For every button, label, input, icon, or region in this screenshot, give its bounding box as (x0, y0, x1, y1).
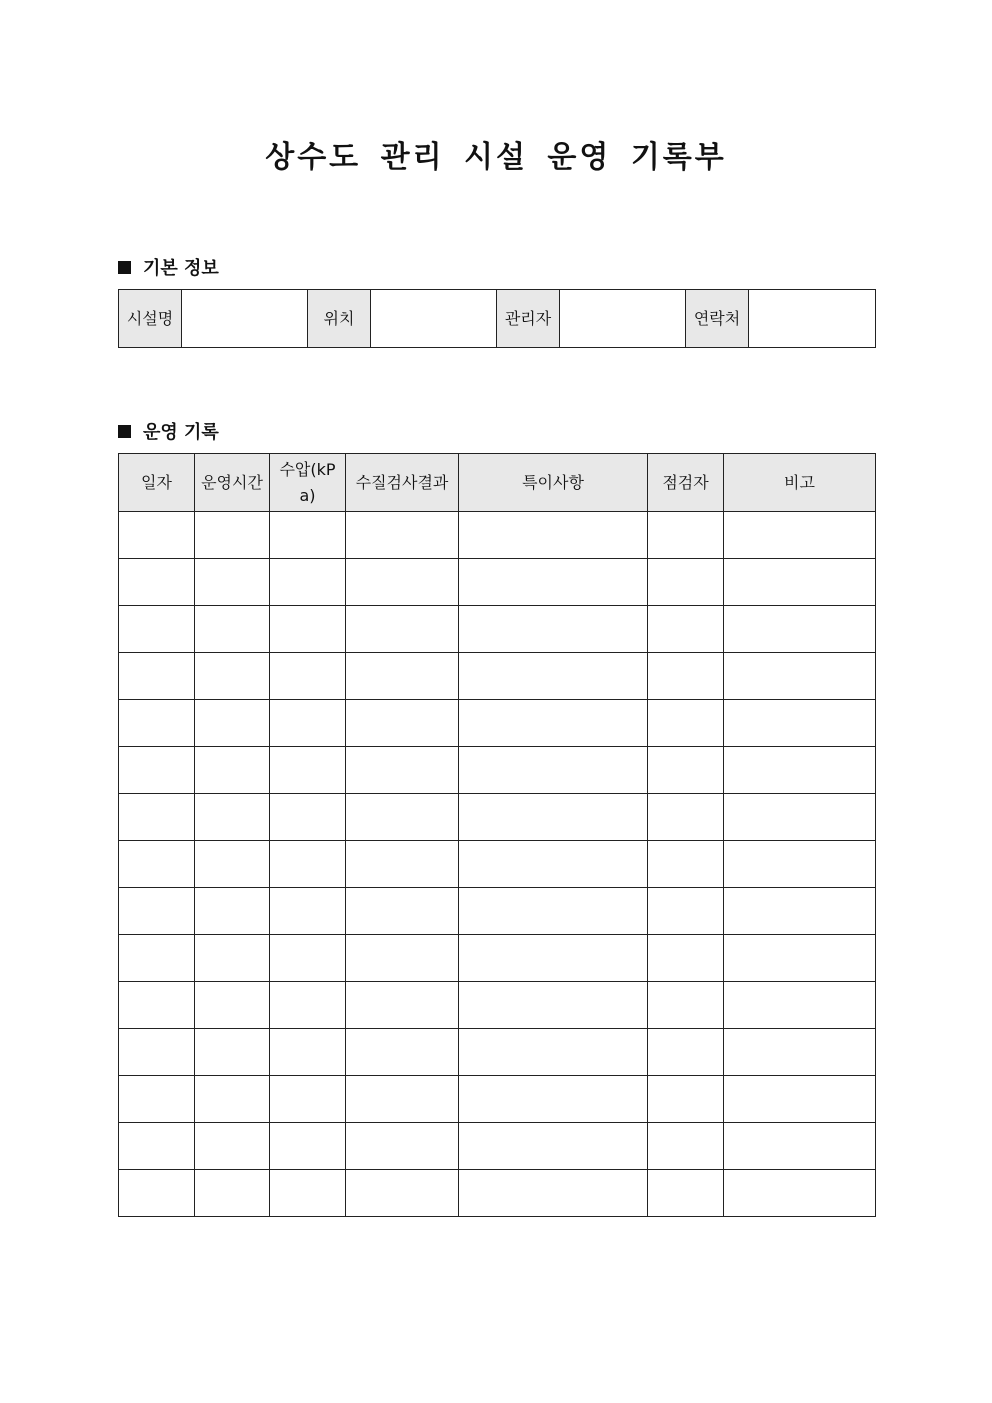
table-row (119, 1076, 876, 1123)
table-row (119, 1123, 876, 1170)
manager-field[interactable] (560, 290, 686, 348)
cell-inspector[interactable] (648, 841, 724, 888)
table-row (119, 747, 876, 794)
table-row (119, 653, 876, 700)
column-header-remarks: 특이사항 (459, 454, 648, 512)
cell-remarks[interactable] (459, 841, 648, 888)
cell-water-quality[interactable] (346, 606, 459, 653)
cell-water-pressure[interactable] (270, 559, 346, 606)
basic-info-table (118, 289, 876, 348)
cell-notes[interactable] (724, 512, 876, 559)
cell-remarks[interactable] (459, 559, 648, 606)
cell-water-quality[interactable] (346, 794, 459, 841)
cell-notes[interactable] (724, 1076, 876, 1123)
cell-remarks[interactable] (459, 512, 648, 559)
operations-table-body (119, 512, 876, 1217)
cell-water-quality[interactable] (346, 653, 459, 700)
cell-water-pressure[interactable] (270, 653, 346, 700)
table-row (119, 1170, 876, 1217)
table-row (119, 606, 876, 653)
cell-notes[interactable] (724, 606, 876, 653)
table-row (119, 512, 876, 559)
cell-inspector[interactable] (648, 1076, 724, 1123)
column-header-operating-hours: 운영시간 (195, 454, 270, 512)
table-row (119, 700, 876, 747)
cell-water-quality[interactable] (346, 888, 459, 935)
cell-water-quality[interactable] (346, 1029, 459, 1076)
contact-field[interactable] (749, 290, 876, 348)
cell-operating-hours[interactable] (195, 653, 270, 700)
cell-operating-hours[interactable] (195, 559, 270, 606)
cell-operating-hours[interactable] (195, 794, 270, 841)
table-row (119, 935, 876, 982)
cell-notes[interactable] (724, 559, 876, 606)
cell-inspector[interactable] (648, 1123, 724, 1170)
cell-water-quality[interactable] (346, 982, 459, 1029)
cell-inspector[interactable] (648, 653, 724, 700)
cell-date[interactable] (119, 888, 195, 935)
cell-date[interactable] (119, 1123, 195, 1170)
cell-notes[interactable] (724, 841, 876, 888)
cell-date[interactable] (119, 1170, 195, 1217)
cell-water-quality[interactable] (346, 1076, 459, 1123)
cell-date[interactable] (119, 606, 195, 653)
cell-water-quality[interactable] (346, 512, 459, 559)
table-row (119, 982, 876, 1029)
cell-remarks[interactable] (459, 606, 648, 653)
basic-info-heading-text: 기본 정보 (143, 258, 219, 279)
cell-remarks[interactable] (459, 1123, 648, 1170)
cell-inspector[interactable] (648, 512, 724, 559)
cell-remarks[interactable] (459, 794, 648, 841)
location-label: 위치 (308, 290, 371, 348)
manager-label: 관리자 (497, 290, 560, 348)
cell-remarks[interactable] (459, 888, 648, 935)
column-header-water-quality: 수질검사결과 (346, 454, 459, 512)
cell-water-pressure[interactable] (270, 1076, 346, 1123)
cell-date[interactable] (119, 653, 195, 700)
column-header-notes: 비고 (724, 454, 876, 512)
cell-operating-hours[interactable] (195, 1029, 270, 1076)
column-header-inspector: 점검자 (648, 454, 724, 512)
cell-notes[interactable] (724, 747, 876, 794)
cell-notes[interactable] (724, 1170, 876, 1217)
cell-water-pressure[interactable] (270, 982, 346, 1029)
cell-operating-hours[interactable] (195, 935, 270, 982)
cell-inspector[interactable] (648, 1170, 724, 1217)
cell-water-quality[interactable] (346, 935, 459, 982)
cell-water-quality[interactable] (346, 1123, 459, 1170)
operations-heading (118, 418, 219, 444)
cell-water-pressure[interactable] (270, 1170, 346, 1217)
cell-water-pressure[interactable] (270, 700, 346, 747)
cell-water-quality[interactable] (346, 1170, 459, 1217)
cell-water-quality[interactable] (346, 747, 459, 794)
cell-notes[interactable] (724, 1029, 876, 1076)
cell-water-pressure[interactable] (270, 1029, 346, 1076)
cell-water-pressure[interactable] (270, 747, 346, 794)
cell-operating-hours[interactable] (195, 982, 270, 1029)
cell-water-pressure[interactable] (270, 841, 346, 888)
cell-remarks[interactable] (459, 982, 648, 1029)
cell-inspector[interactable] (648, 700, 724, 747)
cell-inspector[interactable] (648, 1029, 724, 1076)
contact-label: 연락처 (686, 290, 749, 348)
cell-operating-hours[interactable] (195, 747, 270, 794)
cell-notes[interactable] (724, 700, 876, 747)
cell-date[interactable] (119, 794, 195, 841)
cell-date[interactable] (119, 512, 195, 559)
cell-notes[interactable] (724, 794, 876, 841)
cell-notes[interactable] (724, 1123, 876, 1170)
cell-date[interactable] (119, 700, 195, 747)
column-header-date: 일자 (119, 454, 195, 512)
cell-operating-hours[interactable] (195, 700, 270, 747)
cell-notes[interactable] (724, 935, 876, 982)
operations-heading-text: 운영 기록 (143, 422, 219, 443)
table-header-row (119, 454, 876, 512)
cell-remarks[interactable] (459, 1029, 648, 1076)
cell-operating-hours[interactable] (195, 841, 270, 888)
cell-operating-hours[interactable] (195, 1123, 270, 1170)
cell-inspector[interactable] (648, 888, 724, 935)
location-field[interactable] (371, 290, 497, 348)
cell-remarks[interactable] (459, 653, 648, 700)
cell-remarks[interactable] (459, 747, 648, 794)
facility-name-label: 시설명 (119, 290, 182, 348)
cell-inspector[interactable] (648, 794, 724, 841)
cell-notes[interactable] (724, 653, 876, 700)
table-row (119, 794, 876, 841)
cell-date[interactable] (119, 982, 195, 1029)
cell-inspector[interactable] (648, 747, 724, 794)
cell-water-pressure[interactable] (270, 512, 346, 559)
cell-water-pressure[interactable] (270, 1123, 346, 1170)
cell-water-pressure[interactable] (270, 935, 346, 982)
facility-name-field[interactable] (182, 290, 308, 348)
cell-notes[interactable] (724, 888, 876, 935)
cell-notes[interactable] (724, 982, 876, 1029)
cell-date[interactable] (119, 935, 195, 982)
table-row (119, 559, 876, 606)
cell-inspector[interactable] (648, 935, 724, 982)
cell-date[interactable] (119, 559, 195, 606)
table-row (119, 888, 876, 935)
cell-remarks[interactable] (459, 700, 648, 747)
cell-inspector[interactable] (648, 559, 724, 606)
cell-operating-hours[interactable] (195, 1076, 270, 1123)
cell-inspector[interactable] (648, 982, 724, 1029)
cell-water-pressure[interactable] (270, 606, 346, 653)
square-bullet-icon (118, 261, 131, 274)
cell-water-quality[interactable] (346, 841, 459, 888)
cell-date[interactable] (119, 841, 195, 888)
table-row (119, 1029, 876, 1076)
cell-date[interactable] (119, 747, 195, 794)
cell-remarks[interactable] (459, 1170, 648, 1217)
cell-inspector[interactable] (648, 606, 724, 653)
basic-info-heading (118, 254, 219, 280)
cell-date[interactable] (119, 1029, 195, 1076)
cell-water-quality[interactable] (346, 700, 459, 747)
cell-water-pressure[interactable] (270, 888, 346, 935)
cell-operating-hours[interactable] (195, 606, 270, 653)
cell-water-quality[interactable] (346, 559, 459, 606)
cell-date[interactable] (119, 1076, 195, 1123)
document-title: 상수도 관리 시설 운영 기록부 (265, 140, 727, 175)
cell-remarks[interactable] (459, 935, 648, 982)
cell-operating-hours[interactable] (195, 512, 270, 559)
square-bullet-icon (118, 425, 131, 438)
cell-operating-hours[interactable] (195, 888, 270, 935)
operations-table (118, 453, 876, 1217)
table-row (119, 841, 876, 888)
cell-remarks[interactable] (459, 1076, 648, 1123)
cell-water-pressure[interactable] (270, 794, 346, 841)
cell-operating-hours[interactable] (195, 1170, 270, 1217)
column-header-water-pressure: 수압(kPa) (270, 454, 346, 512)
